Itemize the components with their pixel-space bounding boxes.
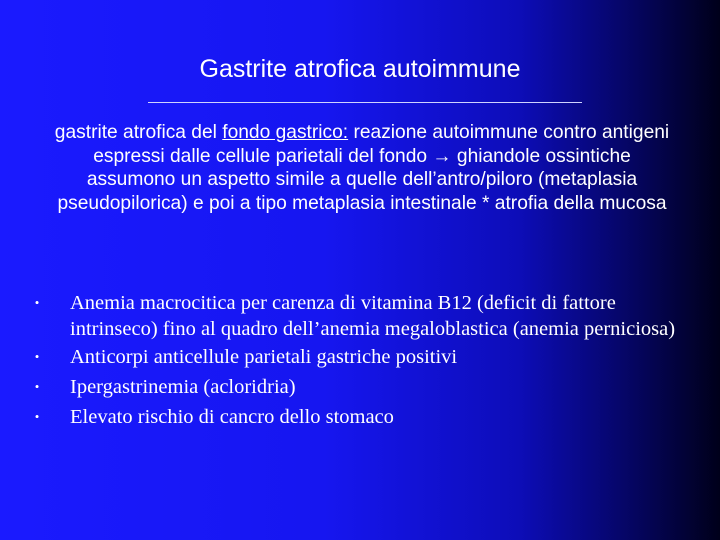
bullet-icon: • [34,349,40,364]
bullet-item [30,374,690,400]
bullet-item [30,290,690,342]
intro-text-end: ghiandole ossintiche assumono un aspetto simile a quelle dell’antro/piloro (metaplasia pseudopilorica) e poi a tipo metaplasia intestinale * atrofia della mucosa [57,145,667,214]
bullet-item [30,404,690,430]
bullet-icon: • [34,409,40,424]
bullet-text: Elevato rischio di cancro dello stomaco [70,406,394,428]
intro-paragraph [48,121,676,215]
title-divider [148,102,582,103]
bullet-text: Anticorpi anticellule parietali gastriche positivi [70,346,458,368]
intro-text-middle: reazione autoimmune contro antigeni espressi dalle cellule parietali del fondo [93,122,670,167]
arrow-icon: → [432,145,452,167]
slide-title: Gastrite atrofica autoimmune [199,55,521,83]
bullet-icon: • [34,379,40,394]
bullet-list [30,290,690,434]
bullet-text: Anemia macrocitica per carenza di vitamina B12 (deficit di fattore intrinseco) fino al quadro dell’anemia megaloblastica (anemia perniciosa) [70,292,676,340]
bullet-icon: • [34,295,40,310]
intro-underlined-term: fondo gastrico: [222,122,349,143]
intro-text-start: gastrite atrofica del [54,122,223,143]
bullet-item [30,344,690,370]
bullet-text: Ipergastrinemia (acloridria) [70,376,296,398]
